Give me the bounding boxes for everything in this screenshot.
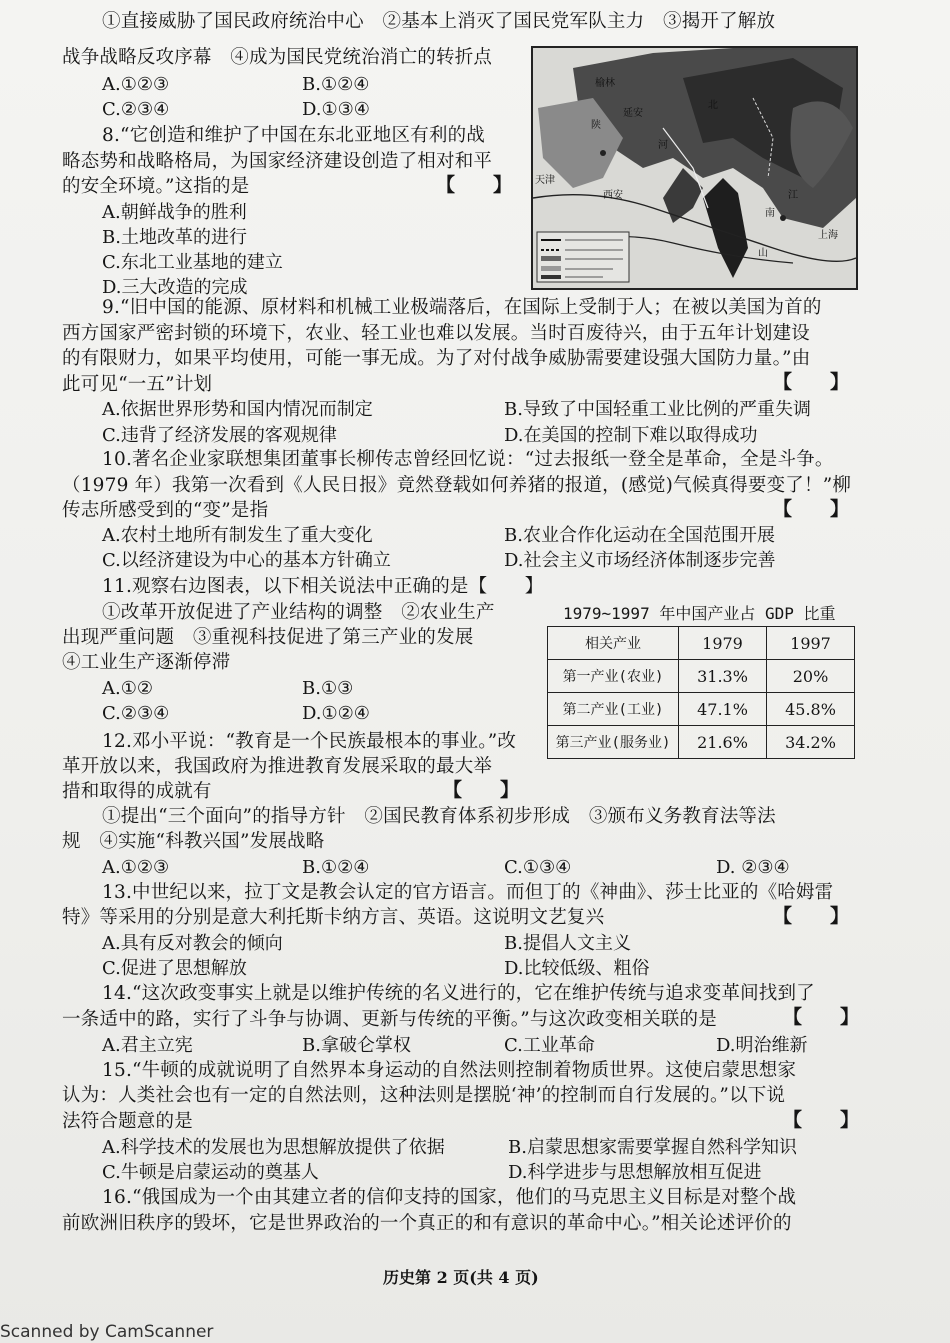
gdp-table bbox=[547, 626, 855, 759]
q9-option-a: A.依据世界形势和国内情况而制定 bbox=[102, 399, 373, 420]
q9-option-b: B.导致了中国轻重工业比例的严重失调 bbox=[504, 399, 811, 420]
q13-line2: 特》等采用的分别是意大利托斯卡纳方言、英语。这说明文艺复兴 bbox=[62, 907, 605, 928]
q15-option-d: D.科学进步与思想解放相互促进 bbox=[508, 1162, 762, 1183]
q9-line1: 9.“旧中国的能源、原材料和机械工业极端落后，在国际上受制于人；在被以美国为首的 bbox=[102, 297, 822, 318]
q12-line3: 措和取得的成就有 bbox=[62, 781, 212, 802]
q8-line3: 的安全环境。”这指的是 bbox=[62, 176, 250, 197]
q10-answer-bracket: 【 】 bbox=[773, 498, 850, 520]
gdp-table-title: 1979~1997 年中国产业占 GDP 比重 bbox=[563, 604, 836, 623]
q13-line1: 13.中世纪以来，拉丁文是教会认定的官方语言。而但丁的《神曲》、莎士比亚的《哈姆雷 bbox=[102, 882, 834, 903]
table-cell: 45.8% bbox=[767, 693, 855, 726]
q14-option-b: B.拿破仑掌权 bbox=[302, 1035, 411, 1056]
q11-line2: ①改革开放促进了产业结构的调整 ②农业生产 bbox=[102, 602, 495, 623]
q10-line1: 10.著名企业家联想集团董事长柳传志曾经回忆说：“过去报纸一登全是革命，全是斗争。 bbox=[102, 449, 834, 470]
table-cell: 21.6% bbox=[679, 726, 767, 759]
map-label: 延安 bbox=[623, 108, 643, 119]
map-label: 西安 bbox=[603, 190, 623, 201]
table-header-row bbox=[548, 627, 855, 660]
q13-option-b: B.提倡人文主义 bbox=[504, 933, 631, 954]
war-map-figure bbox=[531, 46, 858, 290]
q8-option-a: A.朝鲜战争的胜利 bbox=[102, 202, 247, 223]
map-label: 山 bbox=[758, 248, 768, 259]
table-row bbox=[548, 693, 855, 726]
q14-answer-bracket: 【 】 bbox=[783, 1006, 860, 1028]
q15-line3: 法符合题意的是 bbox=[62, 1111, 193, 1132]
map-label: 陕 bbox=[591, 120, 601, 131]
table-cell: 第一产业(农业) bbox=[548, 660, 679, 693]
q14-line1: 14.“这次政变事实上就是以维护传统的名义进行的，它在维护传统与追求变革间找到了 bbox=[102, 983, 815, 1004]
q14-option-a: A.君主立宪 bbox=[102, 1035, 193, 1056]
q8-option-c: C.东北工业基地的建立 bbox=[102, 252, 283, 273]
q9-option-c: C.违背了经济发展的客观规律 bbox=[102, 425, 337, 446]
q15-line2: 认为：人类社会也有一定的自然法则，这种法则是摆脱‘神’的控制而自行发展的。”以下说 bbox=[62, 1085, 786, 1106]
q9-line2: 西方国家严密封锁的环境下，农业、轻工业也难以发展。当时百废待兴，由于五年计划建设 bbox=[62, 323, 811, 344]
q15-answer-bracket: 【 】 bbox=[783, 1109, 860, 1131]
q15-option-c: C.牛顿是启蒙运动的奠基人 bbox=[102, 1162, 319, 1183]
q15-line1: 15.“牛顿的成就说明了自然界本身运动的自然法则控制着物质世界。这使启蒙思想家 bbox=[102, 1060, 797, 1081]
table-cell: 34.2% bbox=[767, 726, 855, 759]
map-label: 天津 bbox=[535, 175, 555, 186]
page-footer: 历史第 2 页(共 4 页) bbox=[383, 1268, 539, 1287]
scanner-watermark: Scanned by CamScanner bbox=[0, 1322, 214, 1342]
q7-option-d: D.①③④ bbox=[302, 99, 370, 120]
table-cell: 20% bbox=[767, 660, 855, 693]
q10-option-b: B.农业合作化运动在全国范围开展 bbox=[504, 525, 775, 546]
q8-answer-bracket: 【 】 bbox=[436, 174, 513, 196]
q7-option-a: A.①②③ bbox=[102, 74, 170, 95]
q11-option-c: C.②③④ bbox=[102, 703, 170, 724]
q9-line4: 此可见“一五”计划 bbox=[62, 374, 213, 395]
table-header-cell: 1997 bbox=[767, 627, 855, 660]
q12-option-d: D. ②③④ bbox=[716, 857, 790, 878]
q7-option-b: B.①②④ bbox=[302, 74, 370, 95]
q13-answer-bracket: 【 】 bbox=[773, 905, 850, 927]
q14-option-d: D.明治维新 bbox=[716, 1035, 808, 1056]
table-cell: 31.3% bbox=[679, 660, 767, 693]
q12-line2: 革开放以来，我国政府为推进教育发展采取的最大举 bbox=[62, 756, 493, 777]
q12-line1: 12.邓小平说：“教育是一个民族最根本的事业。”改 bbox=[102, 731, 517, 752]
q13-option-a: A.具有反对教会的倾向 bbox=[102, 933, 283, 954]
q8-option-b: B.土地改革的进行 bbox=[102, 227, 247, 248]
map-label: 北 bbox=[708, 100, 718, 111]
q11-option-a: A.①② bbox=[102, 678, 153, 699]
q14-line2: 一条适中的路，实行了斗争与协调、更新与传统的平衡。”与这次政变相关联的是 bbox=[62, 1009, 717, 1030]
q10-option-d: D.社会主义市场经济体制逐步完善 bbox=[504, 550, 776, 571]
map-label: 江 bbox=[788, 190, 798, 201]
q15-option-b: B.启蒙思想家需要掌握自然科学知识 bbox=[508, 1137, 797, 1158]
q13-option-d: D.比较低级、粗俗 bbox=[504, 958, 650, 979]
q11-option-b: B.①③ bbox=[302, 678, 354, 699]
q12-option-a: A.①②③ bbox=[102, 857, 170, 878]
table-cell: 47.1% bbox=[679, 693, 767, 726]
q10-line2: （1979 年）我第一次看到《人民日报》竟然登载如何养猪的报道，(感觉)气候真得要变了！”柳 bbox=[62, 475, 852, 496]
q11-line4: ④工业生产逐渐停滞 bbox=[62, 652, 231, 673]
q9-line3: 的有限财力，如果平均使用，可能一事无成。为了对付战争威胁需要建设强大国防力量。”由 bbox=[62, 348, 811, 369]
q11-option-d: D.①②④ bbox=[302, 703, 370, 724]
q7-line2: 战争战略反攻序幕 ④成为国民党统治消亡的转折点 bbox=[62, 47, 493, 68]
q15-option-a: A.科学技术的发展也为思想解放提供了依据 bbox=[102, 1137, 445, 1158]
q8-line1: 8.“它创造和维护了中国在东北亚地区有利的战 bbox=[102, 125, 486, 146]
table-cell: 第二产业(工业) bbox=[548, 693, 679, 726]
table-header-cell: 相关产业 bbox=[548, 627, 679, 660]
table-row bbox=[548, 726, 855, 759]
q10-option-a: A.农村土地所有制发生了重大变化 bbox=[102, 525, 373, 546]
q12-line4: ①提出“三个面向”的指导方针 ②国民教育体系初步形成 ③颁布义务教育法等法 bbox=[102, 806, 776, 827]
q7-option-c: C.②③④ bbox=[102, 99, 170, 120]
q11-line1: 11.观察右边图表，以下相关说法中正确的是【 】 bbox=[102, 576, 544, 597]
map-label: 河 bbox=[658, 140, 668, 151]
table-cell: 第三产业(服务业) bbox=[548, 726, 679, 759]
q7-line1: ①直接威胁了国民政府统治中心 ②基本上消灭了国民党军队主力 ③揭开了解放 bbox=[102, 11, 776, 32]
q16-line2: 前欧洲旧秩序的毁坏，它是世界政治的一个真正的和有意识的革命中心。”相关论述评价的 bbox=[62, 1213, 792, 1234]
q8-option-d: D.三大改造的完成 bbox=[102, 277, 248, 298]
q8-line2: 略态势和战略格局，为国家经济建设创造了相对和平 bbox=[62, 151, 493, 172]
table-row bbox=[548, 660, 855, 693]
map-label: 南 bbox=[765, 208, 775, 219]
q12-line5: 规 ④实施“科教兴国”发展战略 bbox=[62, 831, 325, 852]
q9-answer-bracket: 【 】 bbox=[773, 371, 850, 393]
map-label: 榆林 bbox=[595, 78, 615, 89]
q9-option-d: D.在美国的控制下难以取得成功 bbox=[504, 425, 758, 446]
q16-line1: 16.“俄国成为一个由其建立者的信仰支持的国家，他们的马克思主义目标是对整个战 bbox=[102, 1187, 797, 1208]
q10-option-c: C.以经济建设为中心的基本方针确立 bbox=[102, 550, 391, 571]
q10-line3: 传志所感受到的“变”是指 bbox=[62, 500, 269, 521]
map-label: 上海 bbox=[818, 230, 838, 241]
q14-option-c: C.工业革命 bbox=[504, 1035, 595, 1056]
q12-option-b: B.①②④ bbox=[302, 857, 370, 878]
q11-line3: 出现严重问题 ③重视科技促进了第三产业的发展 bbox=[62, 627, 474, 648]
q12-option-c: C.①③④ bbox=[504, 857, 572, 878]
q12-answer-bracket: 【 】 bbox=[443, 779, 520, 801]
table-header-cell: 1979 bbox=[679, 627, 767, 660]
q13-option-c: C.促进了思想解放 bbox=[102, 958, 247, 979]
war-map-graphic bbox=[533, 48, 856, 288]
